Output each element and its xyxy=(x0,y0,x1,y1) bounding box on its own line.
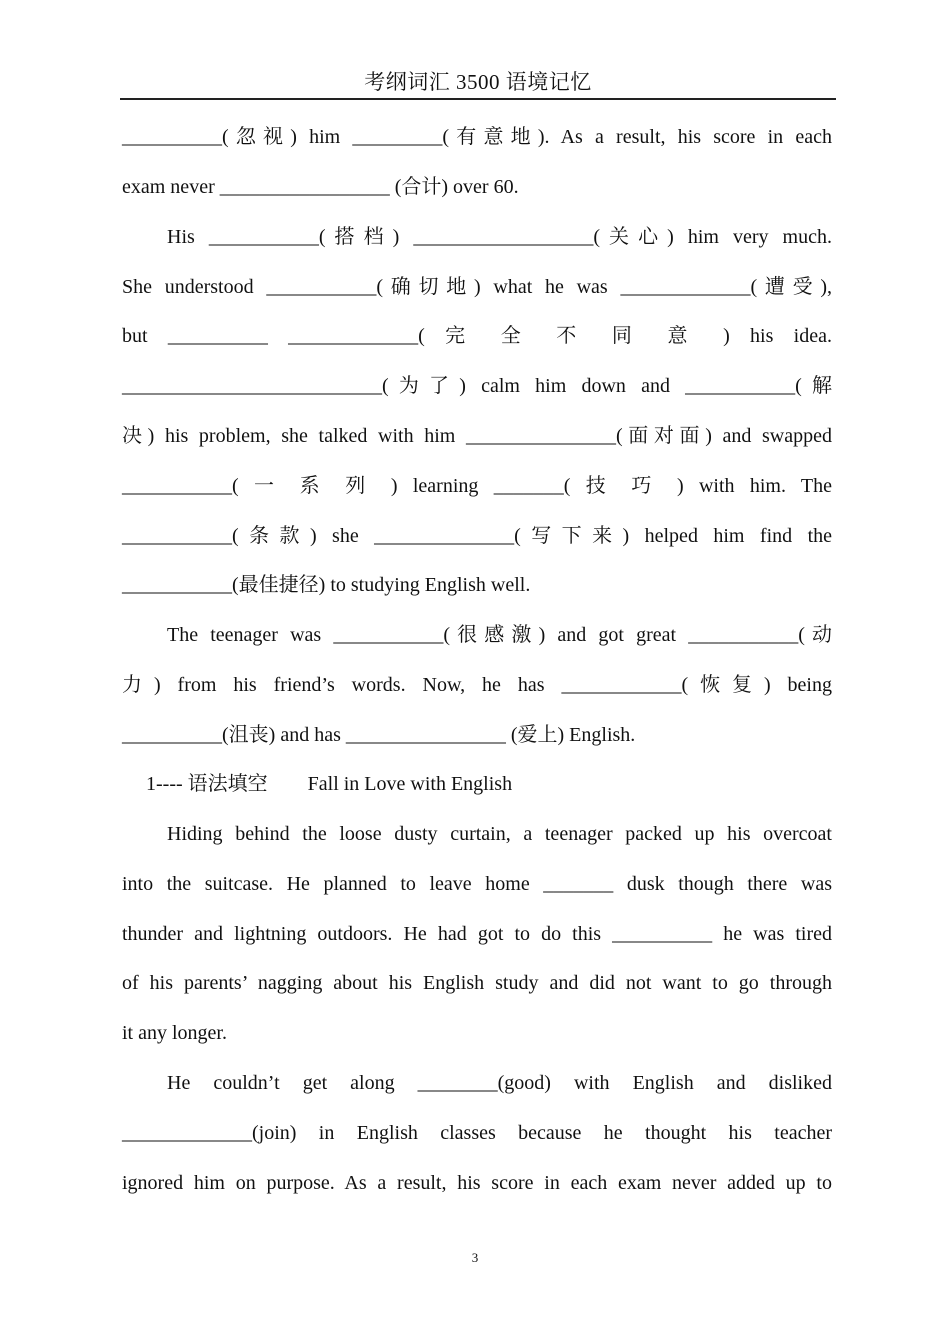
text-line: ignored him on purpose. As a result, his score in each exam never added up to xyxy=(122,1172,832,1194)
page-number: 3 xyxy=(471,1250,479,1265)
text-line: __________(沮丧) and has ________________ (爱上) English. xyxy=(122,724,636,746)
text-line: __________________________(为了) calm him down and ___________(解 xyxy=(122,375,832,397)
text-line: thunder and lightning outdoors. He had got to do this __________ he was tired xyxy=(122,923,832,945)
text-line: _____________(join) in English classes because he thought his teacher xyxy=(122,1122,832,1144)
page-header xyxy=(120,64,836,100)
text-line: ___________(最佳捷径) to studying English well. xyxy=(122,574,531,596)
text-line: She understood ___________(确切地) what he was _____________(遭受), xyxy=(122,276,832,298)
text-line: Hiding behind the loose dusty curtain, a teenager packed up his overcoat xyxy=(167,823,832,845)
text-line: it any longer. xyxy=(122,1022,227,1044)
section-heading: 1---- 语法填空 Fall in Love with English xyxy=(146,773,513,795)
text-line: ___________(条款) she ______________(写下来) helped him find the xyxy=(122,525,832,547)
text-line: ___________( 一 系 列 ) learning _______( 技 巧 ) with him. The xyxy=(122,475,832,497)
text-line: 力) from his friend’s words. Now, he has ____________(恢复) being xyxy=(122,674,832,696)
page-header-title: 考纲词汇 3500 语境记忆 xyxy=(364,70,592,94)
text-line: but __________ _____________( 完 全 不 同 意 ) his idea. xyxy=(122,325,832,347)
text-line: 决) his problem, she talked with him _______________(面对面) and swapped xyxy=(122,425,832,447)
text-line: His ___________(搭档) __________________(关心) him very much. xyxy=(167,226,832,248)
text-line: The teenager was ___________(很感激) and got great ___________(动 xyxy=(167,624,832,646)
text-line: of his parents’ nagging about his English study and did not want to go through xyxy=(122,972,832,994)
text-line: into the suitcase. He planned to leave home _______ dusk though there was xyxy=(122,873,832,895)
text-line: He couldn’t get along ________(good) with English and disliked xyxy=(167,1072,832,1094)
text-line: __________(忽视) him _________(有意地). As a result, his score in each xyxy=(122,126,832,148)
text-line: exam never _________________ (合计) over 60. xyxy=(122,176,519,198)
